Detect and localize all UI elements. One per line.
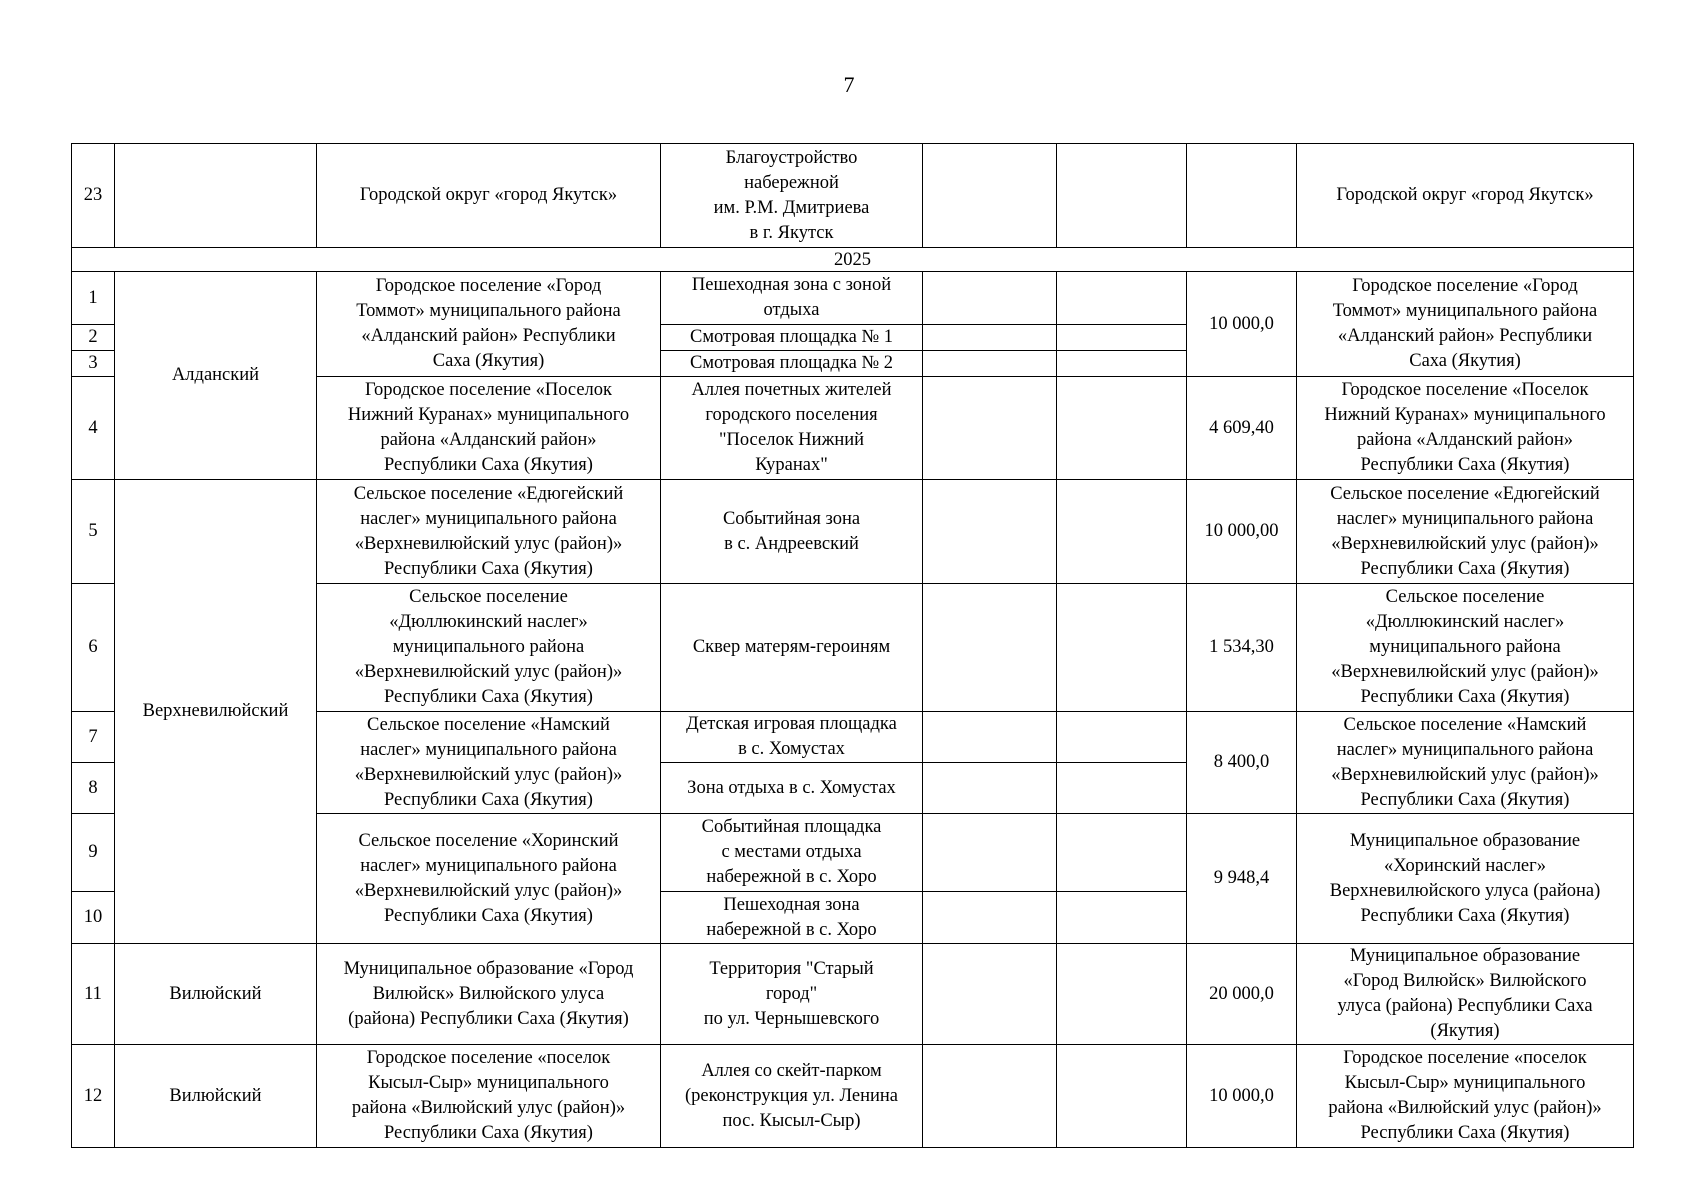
row-number: 1 — [72, 272, 115, 325]
object-cell: Благоустройство набережной им. Р.М. Дмитриева в г. Якутск — [661, 144, 923, 248]
amount-cell: 10 000,00 — [1187, 480, 1297, 584]
recipient-cell: Муниципальное образование «Город Вилюйск» Вилюйского улуса (района) Республики Саха (Якутия) — [1297, 944, 1634, 1045]
district-cell: Вилюйский — [115, 944, 317, 1045]
recipient-cell: Городское поселение «поселок Кысыл-Сыр» муниципального района «Вилюйский улус (район)» Республики Саха (Якутия) — [1297, 1045, 1634, 1148]
empty-cell — [1057, 377, 1187, 480]
table-row — [72, 272, 1634, 325]
municipality-cell: Городской округ «город Якутск» — [317, 144, 661, 248]
object-cell: Детская игровая площадка в с. Хомустах — [661, 712, 923, 763]
amount-cell: 4 609,40 — [1187, 377, 1297, 480]
table-row — [72, 944, 1634, 1045]
row-number: 4 — [72, 377, 115, 480]
row-number: 9 — [72, 814, 115, 892]
empty-cell — [923, 944, 1057, 1045]
municipality-cell: Сельское поселение «Едюгейский наслег» муниципального района «Верхневилюйский улус (район)» Республики Саха (Якутия) — [317, 480, 661, 584]
amount-cell: 20 000,0 — [1187, 944, 1297, 1045]
recipient-cell: Городское поселение «Город Томмот» муниципального района «Алданский район» Республики Саха (Якутия) — [1297, 272, 1634, 377]
municipality-cell: Городское поселение «Поселок Нижний Куранах» муниципального района «Алданский район» Республики Саха (Якутия) — [317, 377, 661, 480]
table-row — [72, 480, 1634, 584]
empty-cell — [923, 272, 1057, 325]
empty-cell — [923, 144, 1057, 248]
empty-cell — [1057, 351, 1187, 377]
object-cell: Пешеходная зона набережной в с. Хоро — [661, 892, 923, 944]
empty-cell — [1057, 584, 1187, 712]
municipality-cell: Сельское поселение «Хоринский наслег» муниципального района «Верхневилюйский улус (район)» Республики Саха (Якутия) — [317, 814, 661, 944]
recipient-cell: Городской округ «город Якутск» — [1297, 144, 1634, 248]
row-number: 10 — [72, 892, 115, 944]
municipality-cell: Городское поселение «поселок Кысыл-Сыр» муниципального района «Вилюйский улус (район)» Республики Саха (Якутия) — [317, 1045, 661, 1148]
object-cell: Территория "Старый город" по ул. Чернышевского — [661, 944, 923, 1045]
empty-cell — [923, 763, 1057, 814]
empty-cell — [1057, 480, 1187, 584]
row-number: 3 — [72, 351, 115, 377]
amount-cell: 10 000,0 — [1187, 272, 1297, 377]
objects-table — [71, 143, 1634, 1148]
recipient-cell: Сельское поселение «Дюллюкинский наслег» муниципального района «Верхневилюйский улус (район)» Республики Саха (Якутия) — [1297, 584, 1634, 712]
empty-cell — [923, 584, 1057, 712]
empty-cell — [923, 351, 1057, 377]
municipality-cell: Сельское поселение «Дюллюкинский наслег» муниципального района «Верхневилюйский улус (район)» Республики Саха (Якутия) — [317, 584, 661, 712]
empty-cell — [1057, 325, 1187, 351]
amount-cell: 8 400,0 — [1187, 712, 1297, 814]
amount-cell: 1 534,30 — [1187, 584, 1297, 712]
object-cell: Сквер матерям-героиням — [661, 584, 923, 712]
district-cell — [115, 144, 317, 248]
recipient-cell: Сельское поселение «Намский наслег» муниципального района «Верхневилюйский улус (район)» Республики Саха (Якутия) — [1297, 712, 1634, 814]
page-number: 7 — [843, 72, 855, 97]
row-number: 6 — [72, 584, 115, 712]
object-cell: Смотровая площадка № 1 — [661, 325, 923, 351]
object-cell: Пешеходная зона с зоной отдыха — [661, 272, 923, 325]
object-cell: Смотровая площадка № 2 — [661, 351, 923, 377]
recipient-cell: Муниципальное образование «Хоринский наслег» Верхневилюйского улуса (района) Республики Саха (Якутия) — [1297, 814, 1634, 944]
empty-cell — [923, 325, 1057, 351]
empty-cell — [923, 377, 1057, 480]
row-number: 7 — [72, 712, 115, 763]
district-cell: Верхневилюйский — [115, 480, 317, 944]
empty-cell — [923, 892, 1057, 944]
empty-cell — [923, 814, 1057, 892]
municipality-cell: Сельское поселение «Намский наслег» муниципального района «Верхневилюйский улус (район)» Республики Саха (Якутия) — [317, 712, 661, 814]
empty-cell — [923, 1045, 1057, 1148]
amount-cell: 9 948,4 — [1187, 814, 1297, 944]
empty-cell — [1057, 1045, 1187, 1148]
object-cell: Аллея почетных жителей городского поселения "Поселок Нижний Куранах" — [661, 377, 923, 480]
empty-cell — [1057, 272, 1187, 325]
district-cell: Вилюйский — [115, 1045, 317, 1148]
year-label: 2025 — [72, 248, 1634, 272]
empty-cell — [1057, 892, 1187, 944]
object-cell: Событийная площадка с местами отдыха набережной в с. Хоро — [661, 814, 923, 892]
table-row — [72, 144, 1634, 248]
amount-cell — [1187, 144, 1297, 248]
object-cell: Зона отдыха в с. Хомустах — [661, 763, 923, 814]
empty-cell — [1057, 814, 1187, 892]
recipient-cell: Сельское поселение «Едюгейский наслег» муниципального района «Верхневилюйский улус (район)» Республики Саха (Якутия) — [1297, 480, 1634, 584]
empty-cell — [1057, 712, 1187, 763]
row-number: 23 — [72, 144, 115, 248]
empty-cell — [1057, 944, 1187, 1045]
row-number: 11 — [72, 944, 115, 1045]
recipient-cell: Городское поселение «Поселок Нижний Куранах» муниципального района «Алданский район» Республики Саха (Якутия) — [1297, 377, 1634, 480]
row-number: 8 — [72, 763, 115, 814]
year-row — [72, 248, 1634, 272]
empty-cell — [923, 480, 1057, 584]
empty-cell — [1057, 763, 1187, 814]
row-number: 5 — [72, 480, 115, 584]
empty-cell — [1057, 144, 1187, 248]
table-row — [72, 1045, 1634, 1148]
empty-cell — [923, 712, 1057, 763]
district-cell: Алданский — [115, 272, 317, 480]
row-number: 2 — [72, 325, 115, 351]
municipality-cell: Муниципальное образование «Город Вилюйск» Вилюйского улуса (района) Республики Саха (Якутия) — [317, 944, 661, 1045]
amount-cell: 10 000,0 — [1187, 1045, 1297, 1148]
object-cell: Событийная зона в с. Андреевский — [661, 480, 923, 584]
municipality-cell: Городское поселение «Город Томмот» муниципального района «Алданский район» Республики Саха (Якутия) — [317, 272, 661, 377]
object-cell: Аллея со скейт-парком (реконструкция ул. Ленина пос. Кысыл-Сыр) — [661, 1045, 923, 1148]
row-number: 12 — [72, 1045, 115, 1148]
